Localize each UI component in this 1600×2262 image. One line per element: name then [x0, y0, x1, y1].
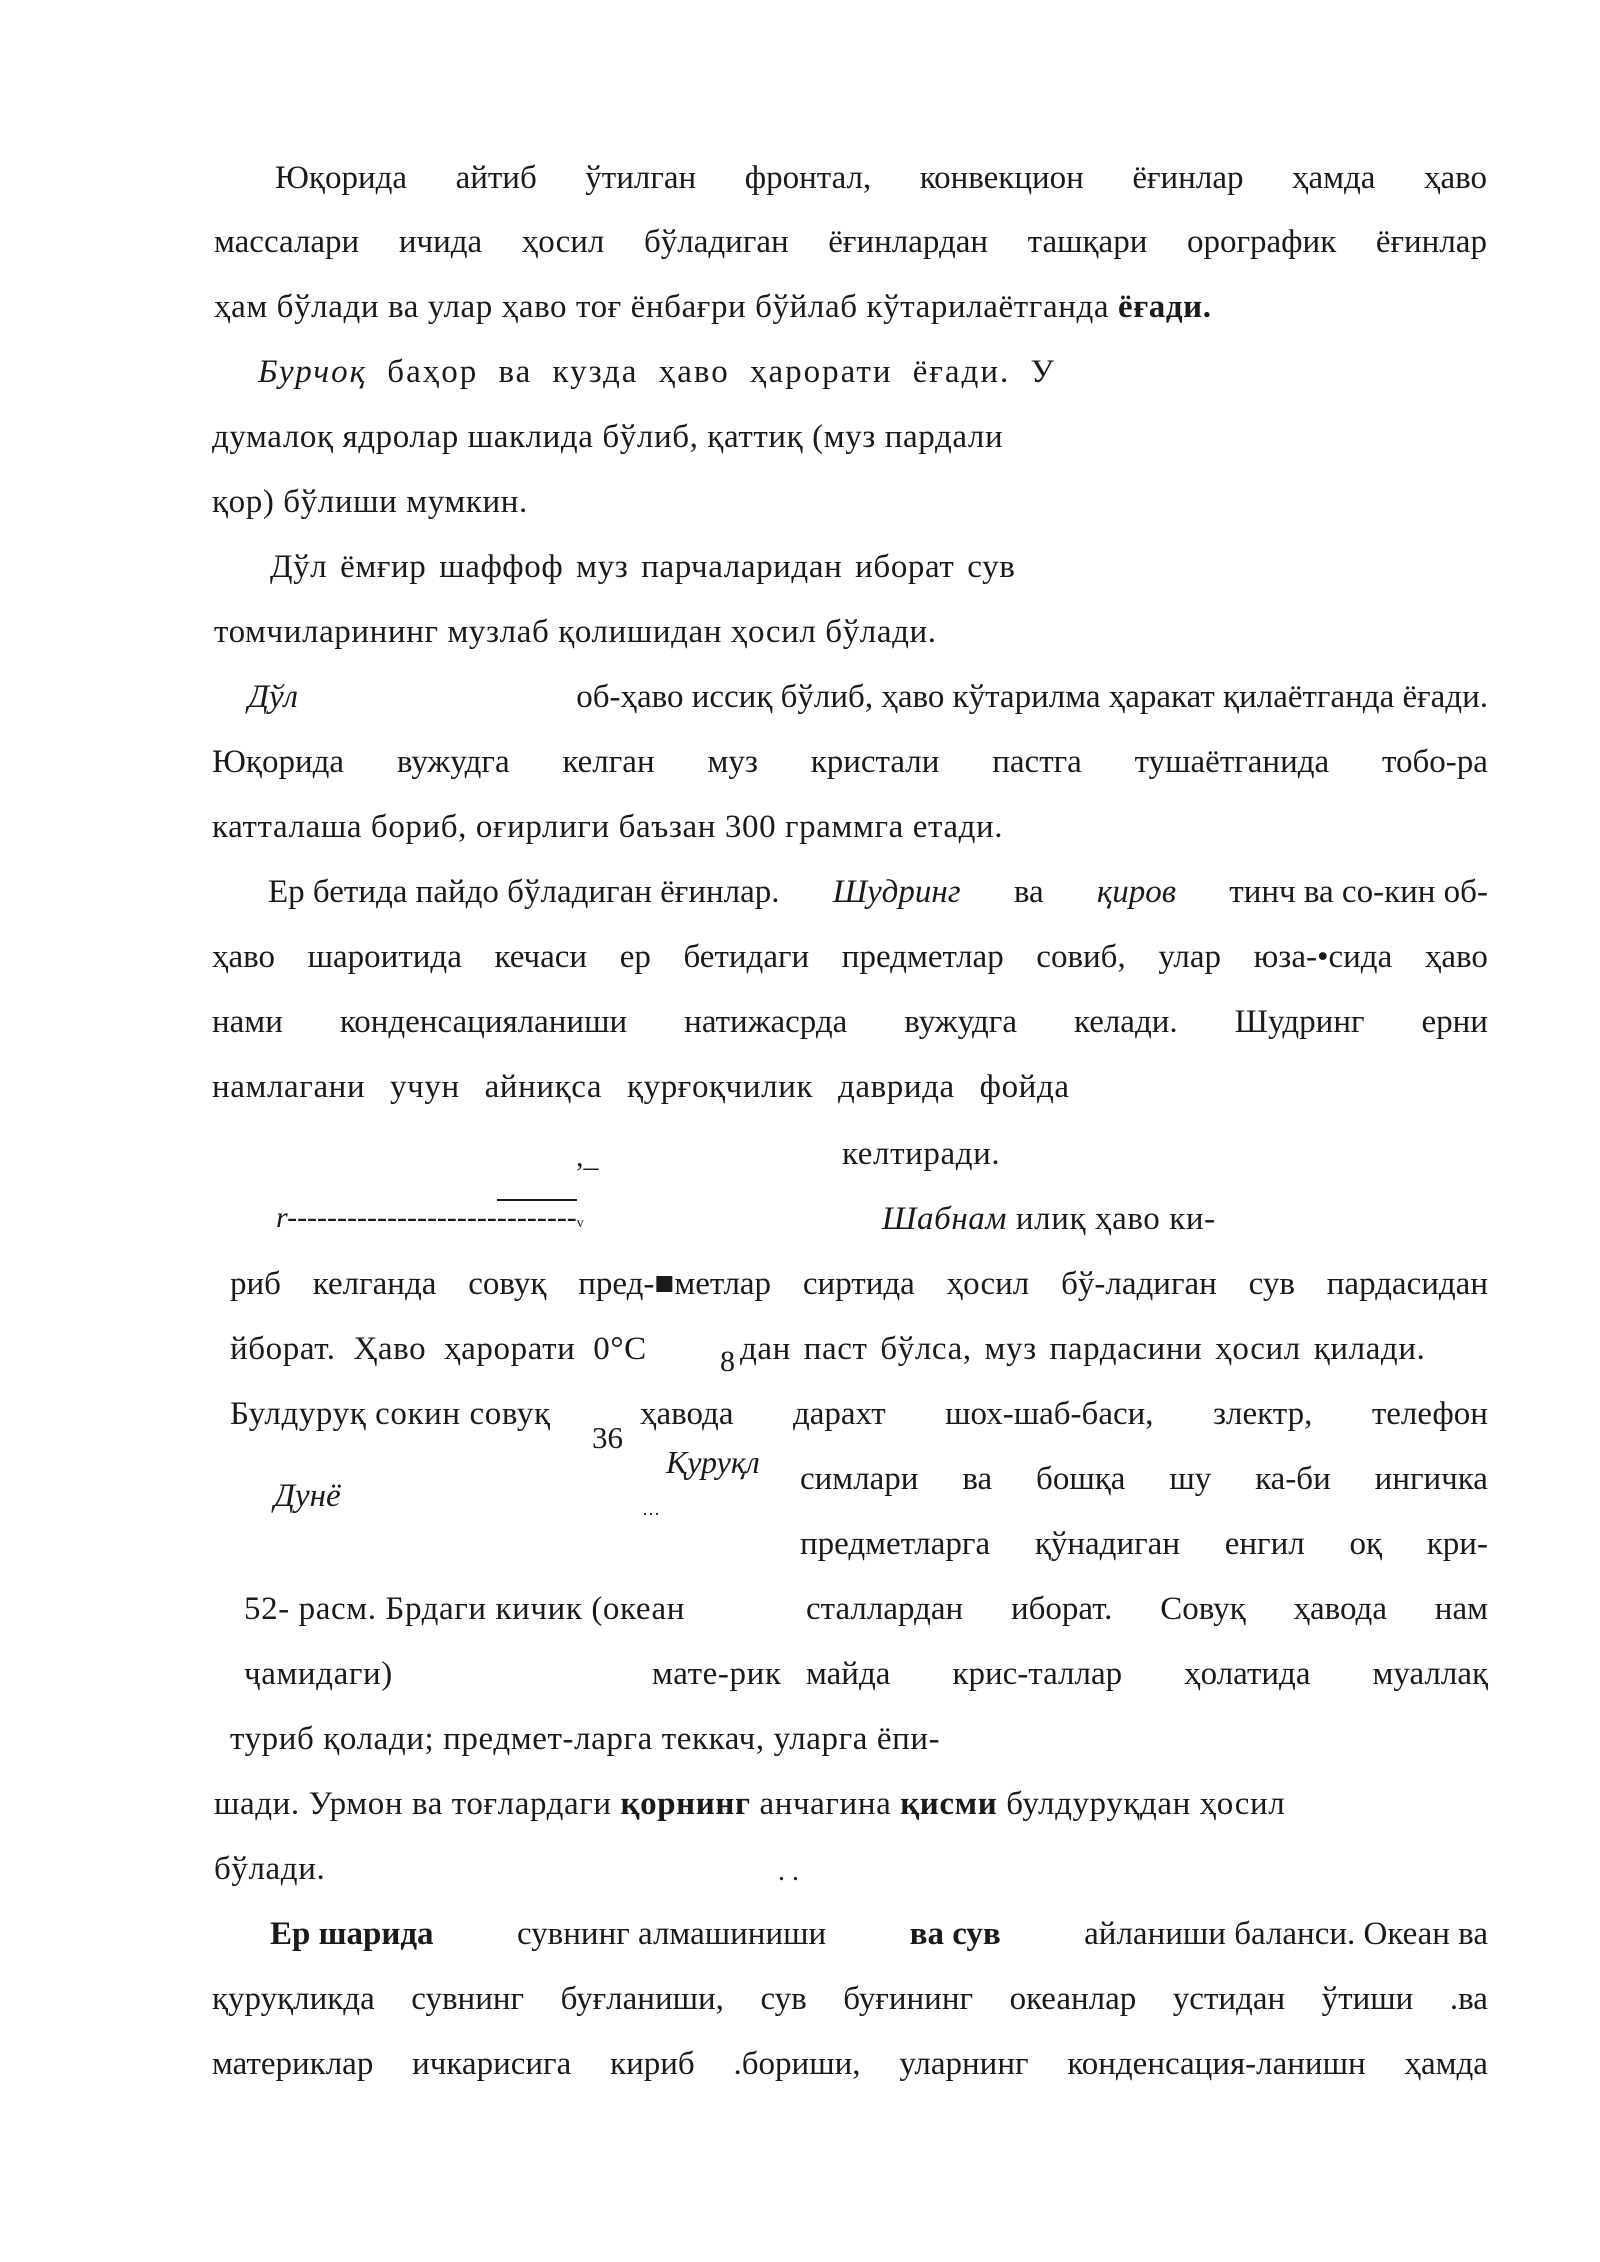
term-shudring: Шудринг — [832, 874, 961, 910]
word: шароитида — [307, 939, 462, 975]
word: ҳамда — [1291, 160, 1376, 196]
figure-caption: ҷамидаги) — [244, 1656, 393, 1692]
text-line: томчиларининг музлаб қолишидан ҳосил бўлади. — [214, 614, 937, 650]
dots-mark: . . — [778, 1856, 799, 1887]
word: сталлардан — [806, 1591, 964, 1627]
figure-caption: 52- расм. Брдаги кичик (океан — [244, 1591, 686, 1627]
term-qirov: қиров — [1096, 874, 1177, 910]
word: пред-■метлар — [578, 1266, 772, 1302]
figure-caption: мате-рик — [652, 1656, 782, 1692]
text-line — [212, 1979, 1488, 2019]
word: муз — [707, 744, 758, 780]
word: ҳавода — [640, 1396, 734, 1432]
word: массалари — [214, 224, 360, 260]
word: ҳосил — [946, 1266, 1030, 1302]
word: ичида — [398, 224, 483, 260]
word: ҳавода — [1293, 1591, 1387, 1627]
term-shabnam: Шабнам — [882, 1201, 1008, 1237]
comma-mark: ,_ — [576, 1140, 599, 1173]
text-line — [806, 1589, 1488, 1629]
text-line — [212, 1002, 1488, 1042]
text-line: Ер бетида пайдо бўладиган ёғинлар. Шудринг ва қиров тинч ва со-кин об- — [268, 874, 1488, 910]
text-line: келтиради. — [842, 1136, 1001, 1172]
number-artifact-36: 36 — [592, 1420, 623, 1455]
word: материклар — [212, 2046, 374, 2082]
word: қўнадиган — [1034, 1526, 1180, 1562]
text-line — [275, 158, 1487, 198]
text-line: катталаша бориб, оғирлиги баъзан 300 граммга етади. — [212, 809, 1004, 845]
word: ўтилган — [585, 160, 697, 196]
word: келганда — [312, 1266, 437, 1302]
text-line — [800, 1459, 1488, 1499]
word: ёғинлардан — [828, 224, 989, 260]
word: буғининг — [843, 1981, 974, 2017]
text-line: йборат. Ҳаво ҳарорати 0°С — [230, 1331, 647, 1367]
word: келади. — [1073, 1004, 1178, 1040]
dots-mark: … — [642, 1499, 660, 1519]
word: Юқорида — [275, 160, 408, 196]
text-line: қор) бўлиши мумкин. — [212, 484, 528, 520]
word: кириб — [610, 2046, 695, 2082]
text-line — [800, 1524, 1488, 1564]
text-line: думалоқ ядролар шаклида бўлиб, қаттиқ (муз пардали — [212, 419, 1004, 455]
word: ичкарисига — [412, 2046, 572, 2082]
word: ҳолатида — [1184, 1656, 1311, 1692]
word: вужудга — [904, 1004, 1017, 1040]
number-artifact-8: 8 — [720, 1345, 735, 1378]
word: совиб, — [1036, 939, 1126, 975]
word: ҳаво — [1424, 939, 1488, 975]
word: натижасрда — [684, 1004, 848, 1040]
word: айтиб — [455, 160, 537, 196]
text-line: Бурчоқ баҳор ва кузда ҳаво ҳарорати ёғади. У — [258, 354, 1056, 390]
word: ка-би — [1255, 1461, 1331, 1497]
text-line: ҳам бўлади ва улар ҳаво тоғ ёнбағри бўйлаб кўтарилаётганда ёғади. — [214, 289, 1212, 325]
text-line — [212, 937, 1488, 977]
word: симлари — [800, 1461, 919, 1497]
word: ҳаво — [212, 939, 276, 975]
word: иборат. — [1010, 1591, 1113, 1627]
word: юза-•сида — [1253, 939, 1393, 975]
word: шох-шаб-баси, — [945, 1396, 1154, 1432]
word: ҳосил — [521, 224, 605, 260]
figure-label-quruql: Қуруқл — [666, 1444, 760, 1480]
word: конвекцион — [919, 160, 1084, 196]
word: ерни — [1421, 1004, 1488, 1040]
text-line: Ер шарида сувнинг алмашиниши ва сув айланиши баланси. Океан ва — [270, 1916, 1488, 1952]
word: бетидаги — [683, 939, 810, 975]
word: нами — [212, 1004, 283, 1040]
dash-line-artifact: r-----------------------------v — [276, 1201, 584, 1234]
word: улар — [1158, 939, 1222, 975]
word: сиртида — [802, 1266, 915, 1302]
word: ҳаво — [1423, 160, 1487, 196]
text-line — [212, 742, 1488, 782]
word: бўладиган — [643, 224, 789, 260]
text-line — [214, 222, 1487, 262]
bold-word: ёғади. — [1117, 289, 1212, 325]
word: крис-таллар — [952, 1656, 1123, 1692]
word: пастга — [992, 744, 1082, 780]
text-line: туриб қолади; предмет-ларга теккач, уларга ёпи- — [230, 1721, 941, 1757]
word: пардасидан — [1326, 1266, 1488, 1302]
text-line — [640, 1394, 1488, 1434]
word: ҳамда — [1404, 2046, 1488, 2082]
word: устидан — [1172, 1981, 1286, 2017]
text-line: шади. Урмон ва тоғлардаги қорнинг анчагина қисми булдуруқдан ҳосил — [214, 1786, 1286, 1822]
word: бошқа — [1036, 1461, 1126, 1497]
word: қуруқликда — [212, 1981, 375, 2017]
word: ва — [962, 1461, 993, 1497]
word: океанлар — [1009, 1981, 1137, 2017]
text-line: Дўл ёмғир шаффоф муз парчаларидан иборат сув — [270, 549, 1016, 585]
word: .ва — [1449, 1981, 1488, 2017]
word: орографик — [1186, 224, 1337, 260]
term-dul: Дўл — [248, 679, 299, 715]
word: майда — [806, 1656, 891, 1692]
word: ер — [619, 939, 651, 975]
figure-label-dune: Дунё — [274, 1478, 341, 1514]
text-line: Дўл об-ҳаво иссиқ бўлиб, ҳаво кўтарилма ҳаракат қилаётганда ёғади. — [248, 679, 1488, 715]
text-line: бўлади. — [214, 1851, 326, 1887]
word: Шудринг — [1234, 1004, 1365, 1040]
word: конденсацияланиши — [339, 1004, 628, 1040]
word: тобо-ра — [1382, 744, 1488, 780]
word: фронтал, — [744, 160, 872, 196]
text-line: Шабнам илиқ ҳаво ки- — [882, 1201, 1216, 1237]
word: предметлар — [841, 939, 1004, 975]
word: ингичка — [1374, 1461, 1488, 1497]
word: предметларга — [800, 1526, 991, 1562]
word: совуқ — [468, 1266, 547, 1302]
word: сувнинг — [411, 1981, 525, 2017]
word: келган — [562, 744, 655, 780]
word: конденсация-ланишн — [1067, 2046, 1366, 2082]
text-line: дан паст бўлса, муз пардасини ҳосил қилади. — [740, 1331, 1426, 1367]
word: уларнинг — [899, 2046, 1029, 2082]
word: бў-ладиган — [1061, 1266, 1217, 1302]
word: Юқорида — [212, 744, 345, 780]
word: ўтиши — [1321, 1981, 1414, 2017]
word: кри- — [1426, 1526, 1488, 1562]
word: вужудга — [396, 744, 510, 780]
text-line: Булдуруқ сокин совуқ — [230, 1396, 551, 1432]
word: муаллақ — [1372, 1656, 1488, 1692]
word: злектр, — [1213, 1396, 1313, 1432]
word: ташқари — [1027, 224, 1148, 260]
word: кечаси — [494, 939, 588, 975]
word: кристали — [810, 744, 940, 780]
term-burchoq: Бурчоқ — [258, 354, 368, 390]
word: риб — [230, 1266, 281, 1302]
word: ёғинлар — [1132, 160, 1244, 196]
word: енгил — [1224, 1526, 1305, 1562]
word: тушаётганида — [1134, 744, 1330, 780]
word: буғланиши, — [560, 1981, 724, 2017]
word: сув — [1248, 1266, 1295, 1302]
text-line — [212, 2044, 1488, 2084]
word: Совуқ — [1160, 1591, 1246, 1627]
word: нам — [1434, 1591, 1488, 1627]
word: оқ — [1349, 1526, 1383, 1562]
word: ёғинлар — [1375, 224, 1487, 260]
word: дарахт — [792, 1396, 886, 1432]
text-line — [230, 1264, 1488, 1304]
text-line: намлагани учун айниқса қурғоқчилик даврида фойда — [212, 1069, 1070, 1105]
word: .бориши, — [733, 2046, 861, 2082]
text-line — [806, 1654, 1488, 1694]
word: шу — [1169, 1461, 1212, 1497]
word: сув — [760, 1981, 807, 2017]
word: телефон — [1371, 1396, 1488, 1432]
